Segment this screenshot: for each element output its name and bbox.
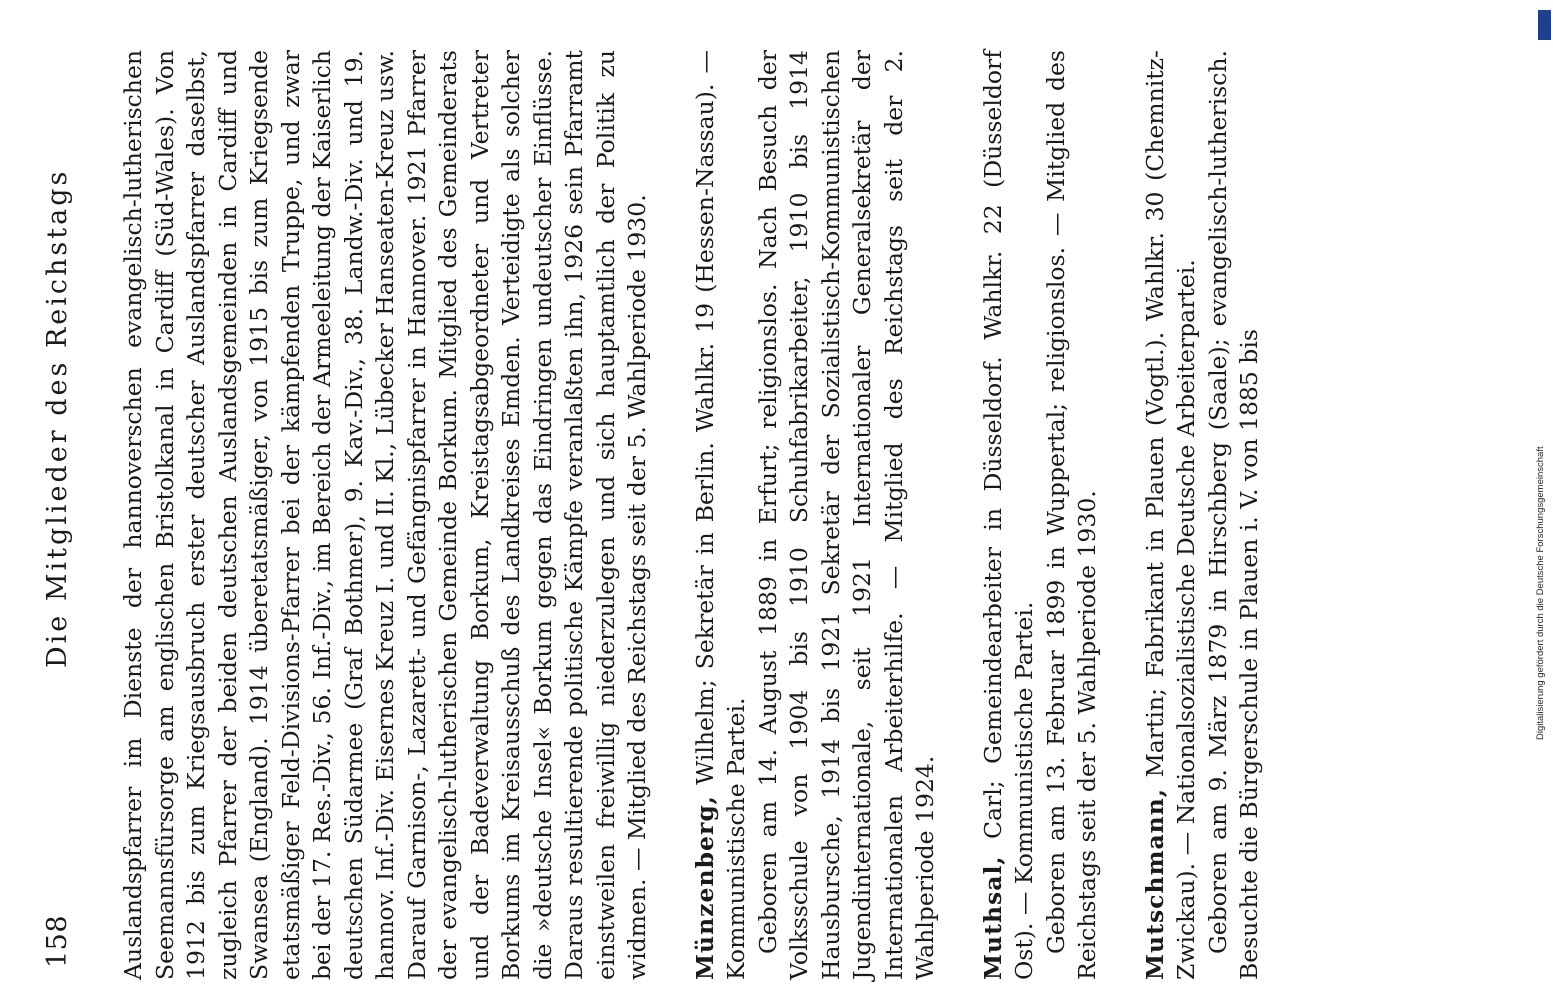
entry-intro: Martin; Fabrikant in Plauen (Vogtl.). Wahlkr. 30 (Chemnitz-Zwickau). — Nationalsozialistische Deutsche Arbeiterpartei.: [1140, 50, 1200, 980]
biography-entry: [1140, 50, 1266, 980]
entry-bio: Geboren am 13. Februar 1899 in Wuppertal; religionslos. — Mitglied des Reichstags seit der 5. Wahlperiode 1930.: [1041, 50, 1101, 980]
entry-name: Muthsal,: [978, 855, 1007, 980]
entry-bio: Geboren am 14. August 1889 in Erfurt; religionslos. Nach Besuch der Volksschule von 1904 bis 1910 Schuhfabrikarbeiter, 1910 bis 1914 Hausbursche, 1914 bis 1921 Sekretär der Sozialistisch-Kommunistischen Jugendinternationale, seit 1921 Internationaler Generalsekretär der Internationalen Arbeiterhilfe. — Mitglied des Reichstags seit der 2. Wahlperiode 1924.: [753, 50, 939, 980]
page-number: 158: [42, 914, 73, 968]
entry-name: Mutschmann,: [1140, 787, 1169, 980]
dfg-logo: [1538, 10, 1551, 40]
entry-name: Münzenberg,: [690, 795, 719, 980]
body-text: [118, 50, 1266, 980]
biography-entry: [978, 50, 1104, 980]
entry-intro: Carl; Gemeindearbeiter in Düsseldorf. Wahlkr. 22 (Düsseldorf Ost). — Kommunistische Partei.: [978, 50, 1038, 980]
digitization-note-text: Digitalisierung gefördert durch die Deutsche Forschungsgemeinschaft: [1535, 446, 1546, 740]
entry-bio: Geboren am 9. März 1879 in Hirschberg (Saale); evangelisch-lutherisch. Besuchte die Bürgerschule in Plauen i. V. von 1885 bis: [1203, 50, 1263, 980]
biography-entry: [690, 50, 942, 980]
entry-intro: Wilhelm; Sekretär in Berlin. Wahlkr. 19 (Hessen-Nassau). — Kommunistische Partei.: [690, 50, 750, 980]
digitization-note: [1535, 40, 1553, 740]
running-title: Die Mitglieder des Reichstags: [42, 168, 73, 668]
page-header: [42, 18, 82, 968]
continuation-paragraph: Auslandspfarrer im Dienste der hannoverschen evangelisch-lutherischen Seemannsfürsorge am englischen Bristolkanal in Cardiff (Süd-Wales). Von 1912 bis zum Kriegsausbruch erster deutscher Auslandspfarrer daselbst, zugleich Pfarrer der beiden deutschen Auslandsgemeinden in Cardiff und Swansea (England). 1914 überetatsmäßiger, von 1915 bis zum Kriegsende etatsmäßiger Feld-Divisions-Pfarrer bei der kämpfenden Truppe, und zwar bei der 17. Res.-Div., 56. Inf.-Div., im Bereich der Armeeleitung der Kaiserlich deutschen Südarmee (Graf Bothmer), 9. Kav.-Div., 38. Landw.-Div. und 19. hannov. Inf.-Div. Eisernes Kreuz I. und II. Kl., Lübecker Hanseaten-Kreuz usw. Darauf Garnison-, Lazarett- und Gefängnispfarrer in Hannover. 1921 Pfarrer der evangelisch-lutherischen Gemeinde Borkum. Mitglied des Gemeinderats und der Badeverwaltung Borkum, Kreistagsabgeordneter und Vertreter Borkums im Kreisausschuß des Landkreises Emden. Verteidigte als solcher die »deutsche Insel« Borkum gegen das Eindringen undeutscher Einflüsse. Daraus resultierende politische Kämpfe veranlaßten ihn, 1926 sein Pfarramt einstweilen freiwillig niederzulegen und sich hauptamtlich der Politik zu widmen. — Mitglied des Reichstags seit der 5. Wahlperiode 1930.: [119, 49, 651, 980]
